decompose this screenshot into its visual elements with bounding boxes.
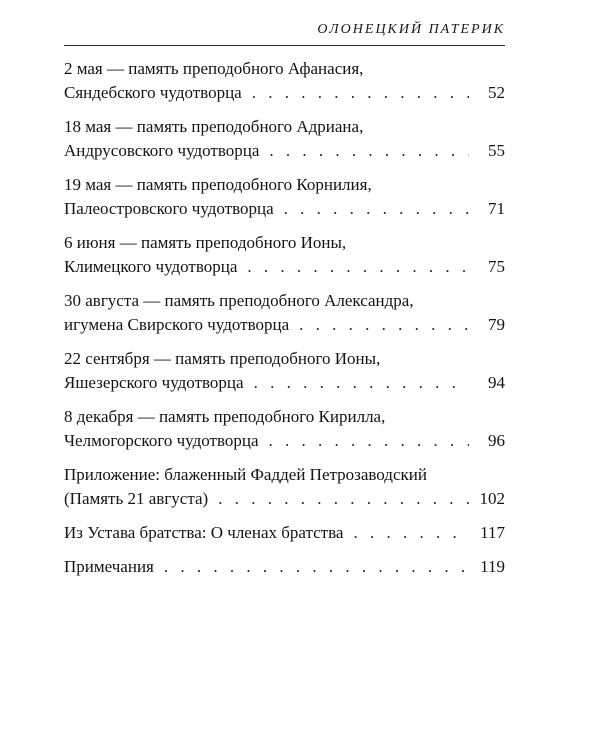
toc-entry[interactable]: [64, 57, 505, 105]
toc-entry-subtitle: (Память 21 августа): [64, 489, 209, 508]
toc-entry-title: 8 декабря — память преподобного Кирилла,: [64, 407, 386, 426]
toc-entry-title: 19 мая — память преподобного Корнилия,: [64, 175, 372, 194]
toc-page-number: 75: [488, 257, 505, 276]
toc-page-number: 52: [488, 83, 505, 102]
toc-entry-subtitle: Климецкого чудотворца: [64, 257, 238, 276]
toc-entry-title: Из Устава братства: О членах братства: [64, 523, 344, 542]
header-rule: [64, 45, 505, 46]
toc-page-number: 71: [488, 199, 505, 218]
toc-entry-subtitle: Сяндебского чудотворца: [64, 83, 242, 102]
toc-entry[interactable]: [64, 289, 505, 337]
dot-leader: [252, 81, 469, 105]
toc-entry-title: Приложение: блаженный Фаддей Петрозаводский: [64, 465, 427, 484]
toc-entry-subtitle: Андрусовского чудотворца: [64, 141, 260, 160]
dot-leader: [299, 313, 469, 337]
toc-page-number: 96: [488, 431, 505, 450]
toc-page-number: 55: [488, 141, 505, 160]
toc-entry-title: 2 мая — память преподобного Афанасия,: [64, 59, 364, 78]
dot-leader: [218, 487, 469, 511]
dot-leader: [353, 521, 469, 545]
toc-entry-title: Примечания: [64, 557, 154, 576]
toc-entry-subtitle: Яшезерского чудотворца: [64, 373, 244, 392]
toc-entry[interactable]: [64, 555, 505, 579]
dot-leader: [254, 371, 469, 395]
toc-entry[interactable]: [64, 347, 505, 395]
toc-entry-title: 6 июня — память преподобного Ионы,: [64, 233, 347, 252]
toc-entry[interactable]: [64, 231, 505, 279]
toc-entry[interactable]: [64, 173, 505, 221]
toc-entry-title: 18 мая — память преподобного Адриана,: [64, 117, 364, 136]
dot-leader: [269, 139, 469, 163]
toc-entry[interactable]: [64, 463, 505, 511]
dot-leader: [164, 555, 469, 579]
dot-leader: [247, 255, 469, 279]
toc-entry[interactable]: [64, 115, 505, 163]
table-of-contents: [64, 57, 505, 579]
toc-entry-title: 30 августа — память преподобного Александра,: [64, 291, 414, 310]
toc-entry-subtitle: игумена Свирского чудотворца: [64, 315, 290, 334]
toc-page-number: 79: [488, 315, 505, 334]
toc-entry-subtitle: Палеостровского чудотворца: [64, 199, 274, 218]
toc-page-number: 119: [480, 557, 505, 576]
toc-page-number: 94: [488, 373, 505, 392]
dot-leader: [284, 197, 469, 221]
toc-entry[interactable]: [64, 405, 505, 453]
toc-entry[interactable]: [64, 521, 505, 545]
dot-leader: [269, 429, 469, 453]
running-head-title: ОЛОНЕЦКИЙ ПАТЕРИК: [317, 22, 505, 37]
toc-page-number: 102: [479, 489, 505, 508]
toc-entry-subtitle: Челмогорского чудотворца: [64, 431, 259, 450]
toc-entry-title: 22 сентября — память преподобного Ионы,: [64, 349, 381, 368]
toc-page-number: 117: [480, 523, 505, 542]
